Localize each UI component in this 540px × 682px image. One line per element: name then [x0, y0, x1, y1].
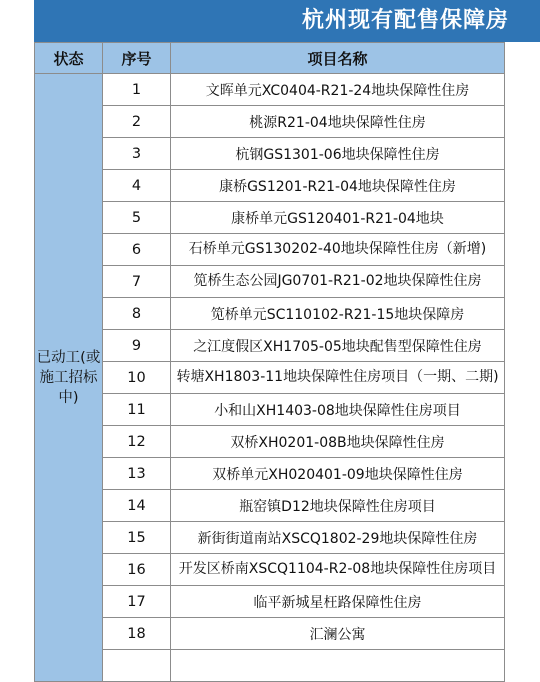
row-index-cell[interactable]: 3: [103, 138, 171, 170]
project-name-cell[interactable]: 双桥XH0201-08B地块保障性住房: [171, 426, 505, 458]
table-row: [35, 266, 505, 298]
project-name-cell[interactable]: 文晖单元XC0404-R21-24地块保障性住房: [171, 74, 505, 106]
table-row: [35, 362, 505, 394]
table-row: [35, 298, 505, 330]
project-name-cell[interactable]: 瓶窑镇D12地块保障性住房项目: [171, 490, 505, 522]
title-banner: [34, 0, 540, 42]
project-name-cell[interactable]: 笕桥单元SC110102-R21-15地块保障房: [171, 298, 505, 330]
table-row: [35, 490, 505, 522]
row-index-cell[interactable]: 13: [103, 458, 171, 490]
row-index-cell[interactable]: 5: [103, 202, 171, 234]
table-row: [35, 458, 505, 490]
row-index-cell[interactable]: [103, 650, 171, 682]
row-index-cell[interactable]: 6: [103, 234, 171, 266]
project-name-cell[interactable]: 康桥GS1201-R21-04地块保障性住房: [171, 170, 505, 202]
table-row: [35, 618, 505, 650]
project-name-cell[interactable]: 新街街道南站XSCQ1802-29地块保障性住房: [171, 522, 505, 554]
project-name-cell[interactable]: 临平新城星枉路保障性住房: [171, 586, 505, 618]
header-index[interactable]: 序号: [103, 43, 171, 74]
header-status[interactable]: 状态: [35, 43, 103, 74]
project-name-cell[interactable]: 桃源R21-04地块保障性住房: [171, 106, 505, 138]
project-name-cell[interactable]: [171, 554, 505, 586]
project-name-cell[interactable]: 杭钢GS1301-06地块保障性住房: [171, 138, 505, 170]
row-index-cell[interactable]: 2: [103, 106, 171, 138]
project-name-cell[interactable]: 汇澜公寓: [171, 618, 505, 650]
table-row: [35, 522, 505, 554]
row-index-cell[interactable]: 4: [103, 170, 171, 202]
project-name-text: 石桥单元GS130202-40地块保障性住房（新增): [188, 240, 487, 257]
project-name-cell[interactable]: [171, 266, 505, 298]
row-index-cell[interactable]: 17: [103, 586, 171, 618]
project-name-text: 转塘XH1803-11地块保障性住房项目（一期、二期): [176, 368, 499, 385]
row-index-cell[interactable]: 10: [103, 362, 171, 394]
project-name-cell[interactable]: [171, 362, 505, 394]
table-row: [35, 426, 505, 458]
table-row: [35, 330, 505, 362]
row-index-cell[interactable]: 9: [103, 330, 171, 362]
project-name-cell[interactable]: [171, 650, 505, 682]
row-index-cell[interactable]: 18: [103, 618, 171, 650]
table-row: [35, 202, 505, 234]
row-index-cell[interactable]: 14: [103, 490, 171, 522]
project-name-text: 开发区桥南XSCQ1104-R2-08地块保障性住房项目: [178, 560, 497, 577]
header-name[interactable]: 项目名称: [171, 43, 505, 74]
row-index-cell[interactable]: 11: [103, 394, 171, 426]
housing-table: [34, 42, 505, 682]
project-name-cell[interactable]: 小和山XH1403-08地块保障性住房项目: [171, 394, 505, 426]
row-index-cell[interactable]: 12: [103, 426, 171, 458]
status-cell[interactable]: 已动工(或施工招标中): [35, 74, 103, 682]
table-row: [35, 106, 505, 138]
table-row: [35, 650, 505, 682]
table-row: [35, 170, 505, 202]
table-row: [35, 554, 505, 586]
project-name-cell[interactable]: 康桥单元GS120401-R21-04地块: [171, 202, 505, 234]
project-name-cell[interactable]: [171, 234, 505, 266]
row-index-cell[interactable]: 1: [103, 74, 171, 106]
project-name-cell[interactable]: 之江度假区XH1705-05地块配售型保障性住房: [171, 330, 505, 362]
project-name-cell[interactable]: 双桥单元XH020401-09地块保障性住房: [171, 458, 505, 490]
row-index-cell[interactable]: 15: [103, 522, 171, 554]
table-row: [35, 138, 505, 170]
row-index-cell[interactable]: 7: [103, 266, 171, 298]
header-row: [35, 43, 505, 74]
sheet-title: 杭州现有配售保障房: [302, 8, 510, 33]
table-row: [35, 74, 505, 106]
row-index-cell[interactable]: 8: [103, 298, 171, 330]
row-index-cell[interactable]: 16: [103, 554, 171, 586]
table-row: [35, 586, 505, 618]
table-row: [35, 234, 505, 266]
table-row: [35, 394, 505, 426]
project-name-text: 笕桥生态公园JG0701-R21-02地块保障性住房: [193, 272, 482, 289]
